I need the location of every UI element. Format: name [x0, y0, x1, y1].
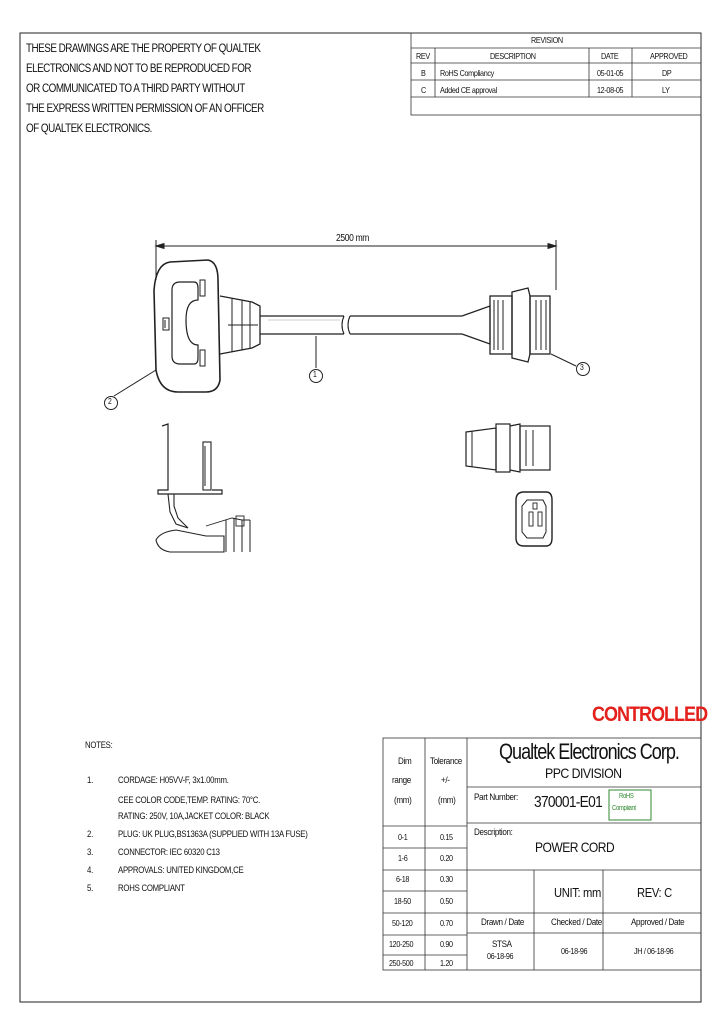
dim-range: 50-120 — [392, 918, 413, 928]
callout-2: 1 — [313, 370, 317, 379]
rohs-badge-line: Compliant — [612, 805, 636, 812]
checked-label: Checked / Date — [551, 917, 602, 928]
tolerance-header: (mm) — [438, 795, 456, 806]
drawn-date: 06-18-96 — [487, 951, 514, 961]
approved-cell: LY — [662, 85, 670, 95]
date-cell: 12-08-05 — [597, 85, 624, 95]
description-cell: RoHS Compliancy — [440, 68, 494, 78]
controlled-stamp: CONTROLLED — [592, 703, 708, 726]
dim-header: (mm) — [394, 795, 412, 806]
note-line: APPROVALS: UNITED KINGDOM,CE — [118, 865, 244, 876]
part-number: 370001-E01 — [534, 794, 603, 811]
tolerance-value: 0.30 — [440, 874, 453, 884]
tolerance-value: 0.50 — [440, 896, 453, 906]
description-value: POWER CORD — [535, 839, 615, 855]
note-line: CEE COLOR CODE,TEMP. RATING: 70°C. — [118, 795, 261, 806]
callout-1: 2 — [108, 397, 112, 406]
date-cell: 05-01-05 — [597, 68, 624, 78]
notice-line: ELECTRONICS AND NOT TO BE REPRODUCED FOR — [26, 63, 252, 75]
note-number: 5. — [87, 883, 94, 894]
note-number: 2. — [87, 829, 94, 840]
approved-cell: DP — [662, 68, 672, 78]
notice-line: THESE DRAWINGS ARE THE PROPERTY OF QUALTEK — [26, 43, 261, 55]
rohs-badge-line: RoHS — [619, 793, 634, 800]
note-number: 1. — [87, 775, 94, 786]
rev-cell: B — [421, 68, 426, 78]
drawn-by: STSA — [492, 939, 512, 950]
callout-3: 3 — [580, 363, 584, 372]
approved-header: APPROVED — [650, 51, 688, 61]
notes-heading: NOTES: — [85, 740, 113, 751]
rev-label: REV: C — [637, 885, 672, 900]
note-line: PLUG: UK PLUG,BS1363A (SUPPLIED WITH 13A FUSE) — [118, 829, 308, 840]
length-dimension-label: 2500 mm — [336, 233, 370, 244]
dim-range: 18-50 — [394, 896, 411, 906]
dim-range: 250-500 — [389, 958, 414, 968]
note-line: CORDAGE: H05VV-F, 3x1.00mm. — [118, 775, 229, 786]
drawn-label: Drawn / Date — [481, 917, 525, 928]
division-name: PPC DIVISION — [545, 765, 622, 781]
rev-header: REV — [416, 51, 430, 61]
description-cell: Added CE approval — [440, 85, 497, 95]
notice-line: OR COMMUNICATED TO A THIRD PARTY WITHOUT — [26, 83, 245, 95]
checked-date: 06-18-96 — [561, 946, 588, 956]
note-line: ROHS COMPLIANT — [118, 883, 185, 894]
note-number: 4. — [87, 865, 94, 876]
approved-by-date: JH / 06-18-96 — [634, 946, 674, 956]
note-line: RATING: 250V, 10A,JACKET COLOR: BLACK — [118, 811, 270, 822]
tolerance-value: 0.20 — [440, 853, 453, 863]
notice-line: THE EXPRESS WRITTEN PERMISSION OF AN OFFICER — [26, 103, 264, 115]
tolerance-header: +/- — [441, 775, 450, 786]
dim-range: 0-1 — [398, 832, 408, 842]
rev-cell: C — [421, 85, 426, 95]
power-cord-drawing — [105, 240, 590, 552]
unit-label: UNIT: mm — [554, 885, 601, 900]
dim-header: Dim — [398, 756, 412, 767]
revision-title: REVISION — [531, 35, 563, 45]
note-number: 3. — [87, 847, 94, 858]
description-header: DESCRIPTION — [490, 51, 536, 61]
part-number-label: Part Number: — [474, 792, 518, 803]
notice-line: OF QUALTEK ELECTRONICS. — [26, 123, 152, 135]
company-name: Qualtek Electronics Corp. — [499, 739, 679, 764]
approved-label: Approved / Date — [631, 917, 685, 928]
dim-header: range — [392, 775, 411, 786]
dim-range: 120-250 — [389, 939, 414, 949]
dim-range: 1-6 — [398, 853, 408, 863]
tolerance-value: 0.90 — [440, 939, 453, 949]
date-header: DATE — [601, 51, 619, 61]
dim-range: 6-18 — [396, 874, 410, 884]
tolerance-header: Tolerance — [430, 756, 462, 767]
note-line: CONNECTOR: IEC 60320 C13 — [118, 847, 220, 858]
tolerance-value: 1.20 — [440, 958, 453, 968]
description-label: Description: — [474, 827, 513, 838]
tolerance-value: 0.15 — [440, 832, 453, 842]
tolerance-value: 0.70 — [440, 918, 453, 928]
